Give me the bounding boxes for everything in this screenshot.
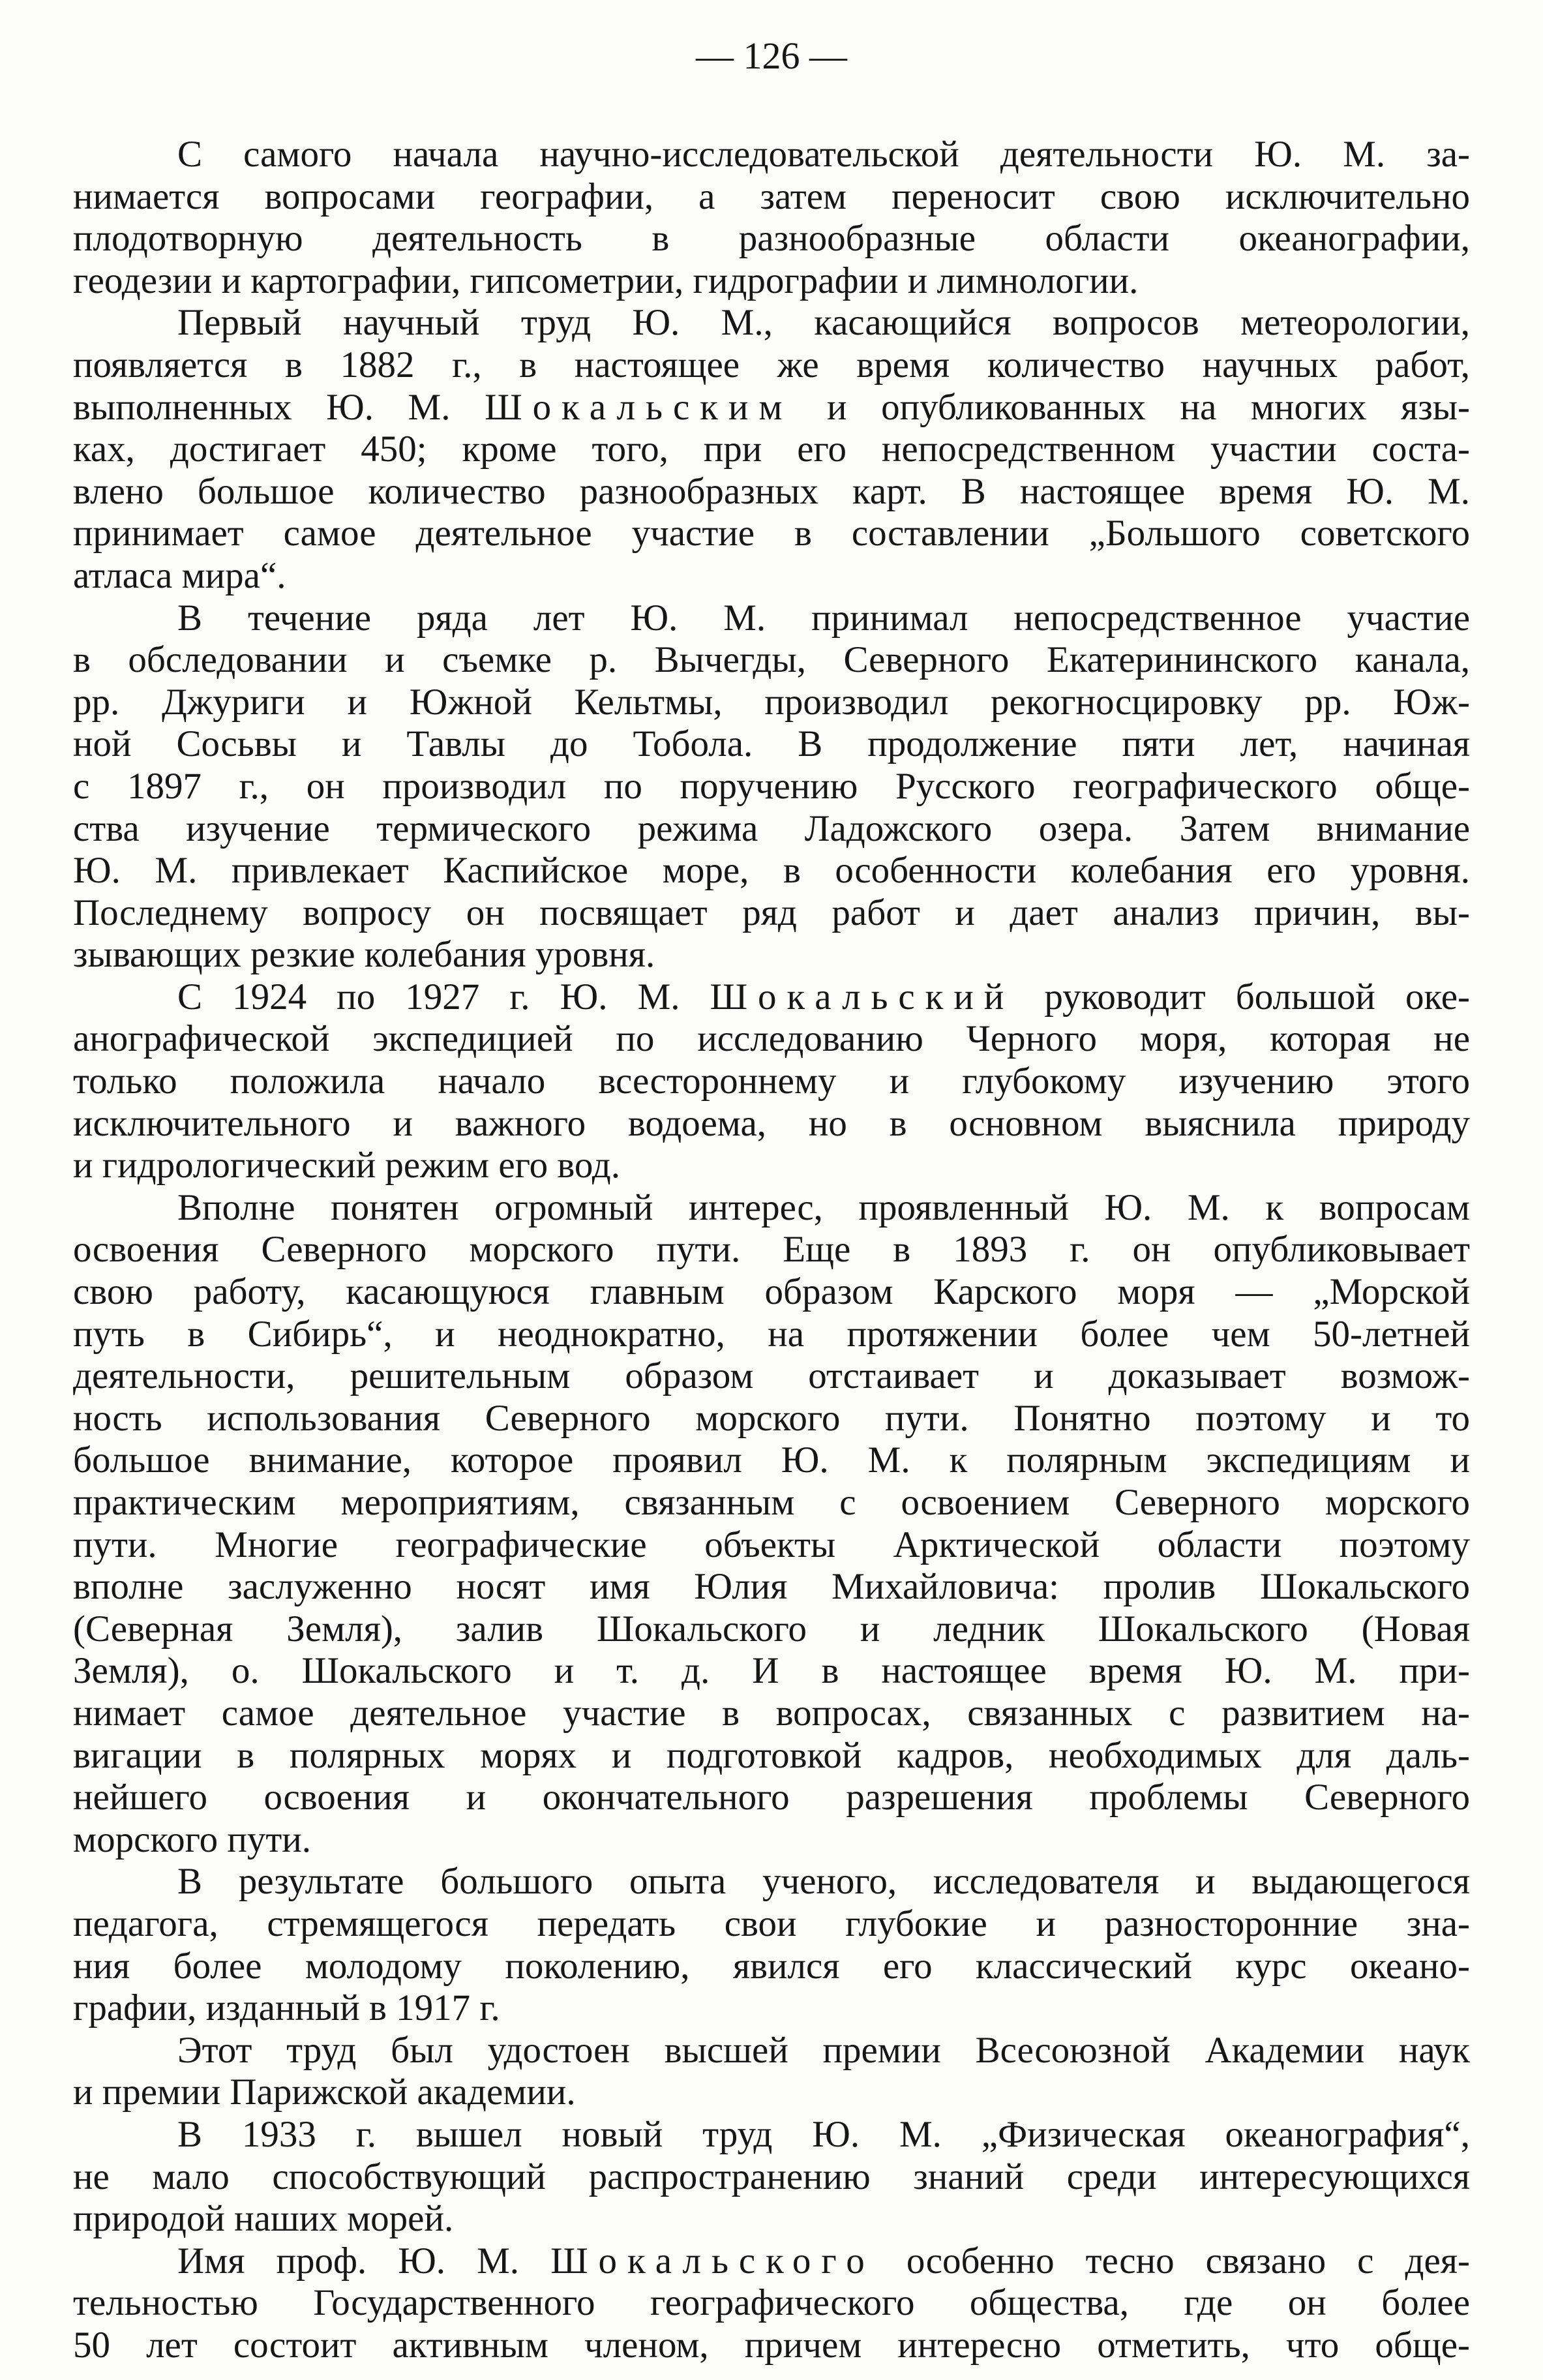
text-segment: и опубликованных на многих язы- (792, 386, 1470, 428)
text-segment: природой наших морей. (73, 2198, 454, 2240)
text-line (73, 471, 1470, 513)
paragraph (73, 597, 1470, 976)
spaced-name: Шокальским (485, 386, 793, 428)
text-segment: геодезии и картографии, гипсометрии, гидрографии и лимнологии. (73, 260, 1139, 301)
text-segment: рр. Джуриги и Южной Кельтмы, производил рекогносцировку рр. Юж- (73, 681, 1470, 723)
text-line (73, 2240, 1470, 2283)
text-segment: пути. Многие географические объекты Арктической области поэтому (73, 1524, 1470, 1565)
text-segment: тельностью Государственного географического общества, где он более (73, 2282, 1470, 2324)
text-line (73, 513, 1470, 555)
text-line (73, 1903, 1470, 1946)
text-line (73, 2114, 1470, 2156)
text-line (73, 2071, 1470, 2114)
text-line (73, 1819, 1470, 1861)
text-segment: (Северная Земля), залив Шокальского и ледник Шокальского (Новая (73, 1608, 1470, 1649)
text-line (73, 176, 1470, 218)
text-segment: Вполне понятен огромный интерес, проявленный Ю. М. к вопросам (177, 1186, 1470, 1228)
body-text (73, 134, 1470, 2366)
text-segment: Земля), о. Шокальского и т. д. И в настоящее время Ю. М. при- (73, 1650, 1470, 1692)
text-line (73, 1229, 1470, 1271)
text-segment: свою работу, касающуюся главным образом Карского моря — „Морской (73, 1271, 1470, 1313)
text-segment: практическим мероприятиям, связанным с освоением Северного морского (73, 1482, 1470, 1523)
text-line (73, 555, 1470, 597)
text-line (73, 597, 1470, 640)
paragraph (73, 302, 1470, 597)
text-line (73, 1482, 1470, 1524)
text-line (73, 2156, 1470, 2199)
text-line (73, 639, 1470, 682)
text-segment: С 1924 по 1927 г. Ю. М. (177, 976, 710, 1017)
text-segment: нейшего освоения и окончательного разрешения проблемы Северного (73, 1777, 1470, 1818)
text-segment: нимается вопросами географии, а затем переносит свою исключительно (73, 175, 1470, 217)
text-segment: освоения Северного морского пути. Еще в 1893 г. он опубликовывает (73, 1229, 1470, 1271)
text-segment: ность использования Северного морского пути. Понятно поэтому и то (73, 1397, 1470, 1439)
text-segment: Первый научный труд Ю. М., касающийся вопросов метеорологии, (177, 302, 1470, 344)
text-line (73, 2325, 1470, 2367)
paragraph (73, 1861, 1470, 2029)
text-line (73, 1566, 1470, 1608)
text-line (73, 2030, 1470, 2072)
text-segment: особенно тесно связано с дея- (875, 2240, 1470, 2282)
spaced-name: Шокальского (550, 2240, 875, 2282)
text-segment: педагога, стремящегося передать свои глубокие и разносторонние зна- (73, 1903, 1470, 1944)
text-segment: плодотворную деятельность в разнообразные области океанографии, (73, 218, 1470, 260)
text-line (73, 808, 1470, 851)
text-segment: вигации в полярных морях и подготовкой кадров, необходимых для даль- (73, 1734, 1470, 1776)
text-line (73, 850, 1470, 892)
text-line (73, 387, 1470, 429)
text-segment: принимает самое деятельное участие в составлении „Большого советского (73, 513, 1470, 554)
text-segment: морского пути. (73, 1818, 312, 1860)
text-line (73, 1018, 1470, 1061)
text-line (73, 2198, 1470, 2240)
text-segment: с 1897 г., он производил по поручению Русского географического обще- (73, 765, 1470, 807)
text-segment: Имя проф. Ю. М. (177, 2240, 551, 2282)
text-line (73, 1061, 1470, 1103)
text-segment: большое внимание, которое проявил Ю. М. к полярным экспедициям и (73, 1439, 1470, 1481)
text-line (73, 1608, 1470, 1651)
text-segment: Ю. М. привлекает Каспийское море, в особенности колебания его уровня. (73, 850, 1470, 892)
text-line (73, 1693, 1470, 1735)
text-segment: ной Сосьвы и Тавлы до Тобола. В продолжение пяти лет, начиная (73, 723, 1470, 765)
text-line (73, 1355, 1470, 1398)
text-segment: атласа мира“. (73, 554, 286, 596)
text-segment: В 1933 г. вышел новый труд Ю. М. „Физическая океанография“, (177, 2113, 1470, 2155)
text-line (73, 1145, 1470, 1187)
text-line (73, 766, 1470, 808)
text-line (73, 260, 1470, 303)
page-number: — 126 — (696, 35, 847, 77)
text-line (73, 723, 1470, 766)
text-line (73, 429, 1470, 471)
text-segment: только положила начало всестороннему и глубокому изучению этого (73, 1061, 1470, 1102)
spaced-name: Шокальский (710, 976, 1015, 1017)
text-line (73, 892, 1470, 935)
text-line (73, 344, 1470, 387)
paragraph (73, 2114, 1470, 2240)
text-line (73, 1946, 1470, 1988)
text-segment: руководит большой оке- (1014, 976, 1471, 1017)
paragraph (73, 2240, 1470, 2367)
text-line (73, 134, 1470, 176)
text-line (73, 682, 1470, 724)
text-line (73, 1271, 1470, 1314)
text-segment: в обследовании и съемке р. Вычегды, Северного Екатерининского канала, (73, 639, 1470, 681)
text-segment: В течение ряда лет Ю. М. принимал непосредственное участие (177, 597, 1470, 639)
text-segment: ния более молодому поколению, явился его классический курс океано- (73, 1945, 1470, 1987)
text-segment: В результате большого опыта ученого, исследователя и выдающегося (177, 1861, 1470, 1903)
text-segment: С самого начала научно-исследовательской деятельности Ю. М. за- (177, 134, 1470, 175)
text-line (73, 2282, 1470, 2325)
text-segment: деятельности, решительным образом отстаивает и доказывает возмож- (73, 1355, 1470, 1397)
text-line (73, 1187, 1470, 1229)
text-line (73, 1524, 1470, 1567)
text-segment: анографической экспедицией по исследованию Черного моря, которая не (73, 1018, 1470, 1060)
text-line (73, 1861, 1470, 1903)
text-line (73, 218, 1470, 260)
text-segment: ства изучение термического режима Ладожского озера. Затем внимание (73, 807, 1470, 849)
paragraph (73, 134, 1470, 302)
text-line (73, 1314, 1470, 1356)
text-segment: исключительного и важного водоема, но в основном выяснила природу (73, 1102, 1470, 1144)
text-segment: графии, изданный в 1917 г. (73, 1987, 500, 2029)
text-line (73, 1439, 1470, 1482)
text-segment: влено большое количество разнообразных карт. В настоящее время Ю. М. (73, 470, 1470, 512)
text-line (73, 1103, 1470, 1145)
paragraph (73, 2030, 1470, 2114)
text-segment: ках, достигает 450; кроме того, при его непосредственном участии соста- (73, 429, 1470, 470)
text-line (73, 976, 1470, 1019)
paragraph (73, 1187, 1470, 1861)
text-segment: Этот труд был удостоен высшей премии Всесоюзной Академии наук (177, 2029, 1470, 2071)
text-segment: 50 лет состоит активным членом, причем интересно отметить, что обще- (73, 2324, 1470, 2366)
text-segment: выполненных Ю. М. (73, 386, 485, 428)
text-line (73, 302, 1470, 344)
text-segment: нимает самое деятельное участие в вопросах, связанных с развитием на- (73, 1692, 1470, 1734)
text-segment: путь в Сибирь“, и неоднократно, на протяжении более чем 50-летней (73, 1313, 1470, 1355)
text-segment: Последнему вопросу он посвящает ряд работ и дает анализ причин, вы- (73, 892, 1470, 933)
text-segment: зывающих резкие колебания уровня. (73, 934, 655, 976)
paragraph (73, 976, 1470, 1187)
text-segment: и премии Парижской академии. (73, 2071, 576, 2113)
text-line (73, 1987, 1470, 2030)
text-segment: вполне заслуженно носят имя Юлия Михайловича: пролив Шокальского (73, 1566, 1470, 1608)
text-line (73, 934, 1470, 976)
text-line (73, 1735, 1470, 1777)
text-segment: появляется в 1882 г., в настоящее же время количество научных работ, (73, 344, 1470, 385)
text-segment: не мало способствующий распространению знаний среди интересующихся (73, 2156, 1470, 2197)
text-line (73, 1398, 1470, 1440)
text-line (73, 1650, 1470, 1693)
text-segment: и гидрологический режим его вод. (73, 1145, 620, 1186)
text-line (73, 1777, 1470, 1819)
